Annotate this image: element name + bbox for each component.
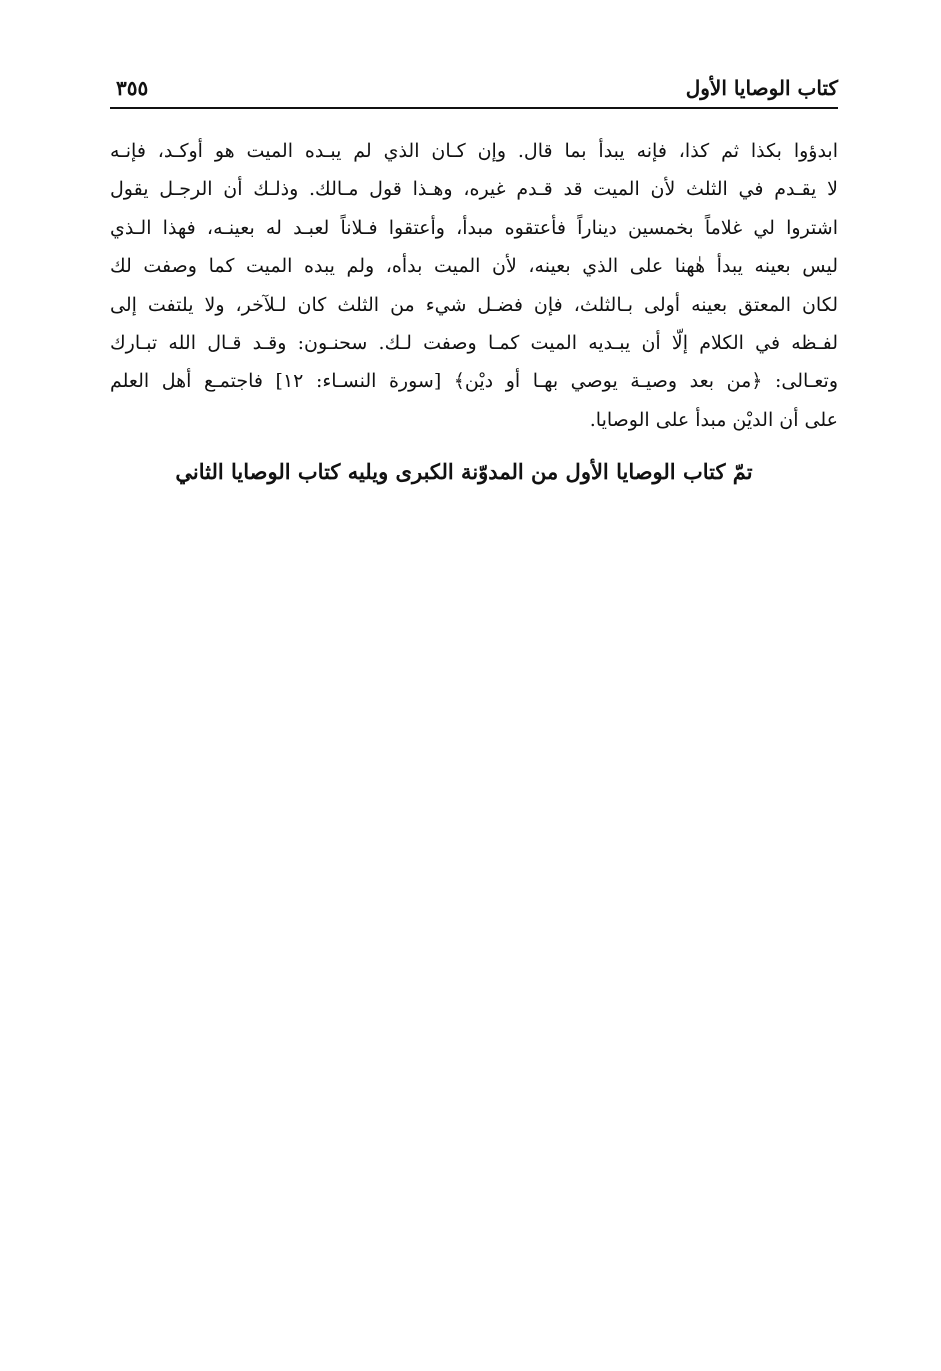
text-line-3: اشتروا لي غلاماً بخمسين ديناراً فأعتقوه مبدأ، وأعتقوا فـلاناً لعبـد له بعينـه، فهذا الـذي [110, 216, 838, 239]
text-line-6: لفـظه في الكلام إلّا أن يبـديه الميت كمـا وصفت لـك. سحنـون: وقـد قـال الله تبـارك [110, 331, 838, 354]
page-number: ٣٥٥ [116, 76, 149, 100]
text-line-2: لا يقـدم في الثلث لأن الميت قد قـدم غيره، وهـذا قول مـالك. وذلـك أن الرجـل يقول [110, 178, 838, 201]
text-line-1: ابدؤوا بكذا ثم كذا، فإنه يبدأ بما قال. وإن كـان الذي لم يبـده الميت هو أوكـد، فإنـه [110, 140, 838, 162]
body-text [110, 132, 838, 439]
header-rule [110, 107, 838, 109]
text-line-8: على أن الديْن مبدأ على الوصايا. [589, 408, 838, 431]
text-line-4: ليس بعينه يبدأ هٰهنا على الذي بعينه، لأن الميت بدأه، ولم يبده الميت كما وصفت لك [110, 255, 838, 278]
page-header [110, 70, 838, 108]
text-line-7: وتعـالى: ﴿من بعد وصيـة يوصي بهـا أو ديْن﴾ [سورة النسـاء: ١٢] فاجتمـع أهل العلم [110, 370, 838, 393]
text-line-5: لكان المعتق بعينه أولى بـالثلث، فإن فضـل شيء من الثلث كان لـلآخر، ولا يلتفت إلى [110, 293, 838, 316]
chapter-closing-note: تمّ كتاب الوصايا الأول من المدوّنة الكبرى ويليه كتاب الوصايا الثاني [175, 459, 753, 484]
running-title: كتاب الوصايا الأول [685, 76, 838, 100]
